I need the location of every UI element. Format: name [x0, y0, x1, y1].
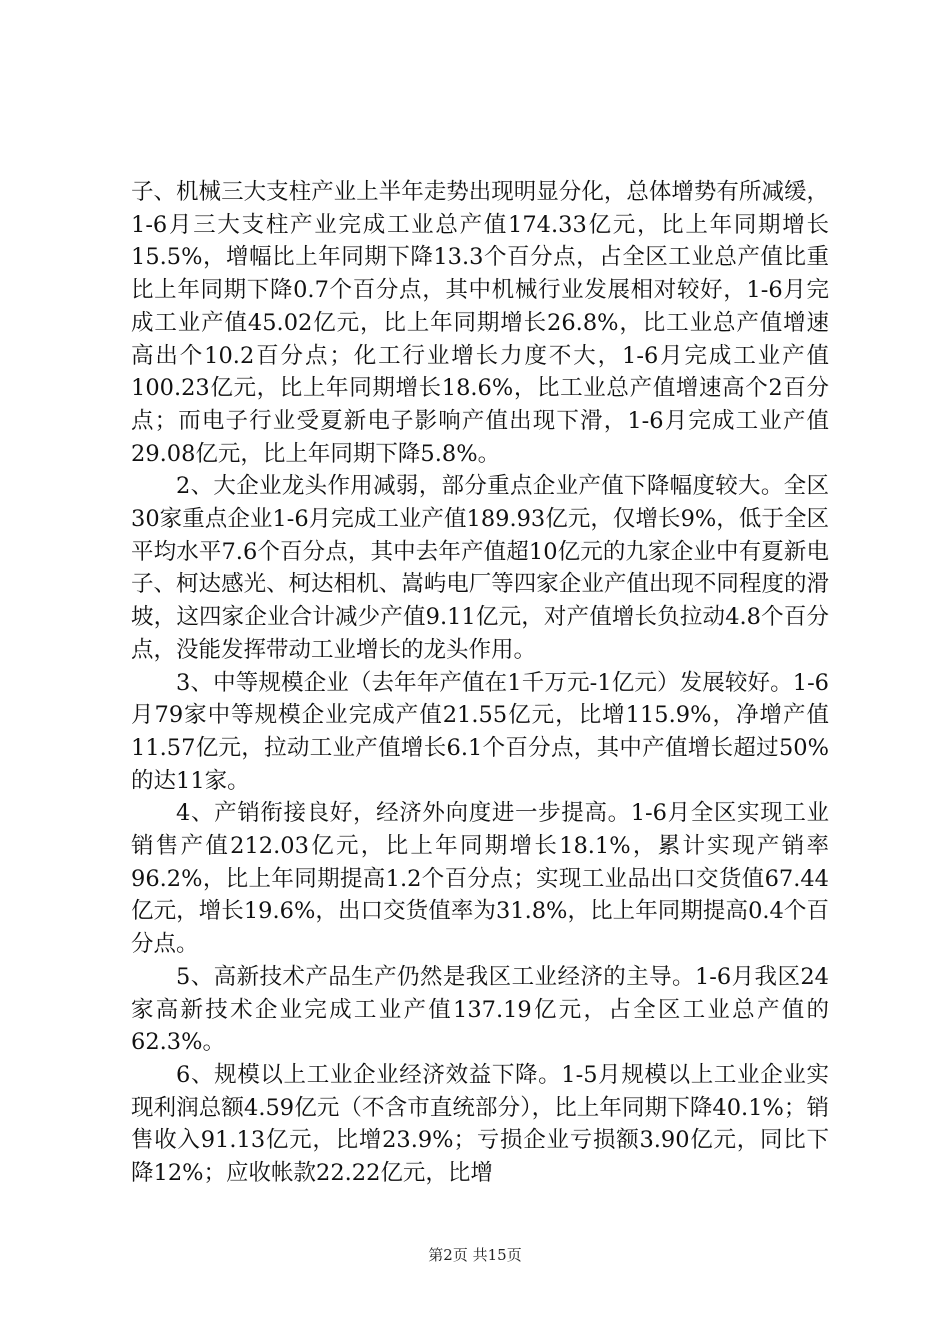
paragraph-5: 5、高新技术产品生产仍然是我区工业经济的主导。1-6月我区24家高新技术企业完成工业产值137.19亿元，占全区工业总产值的62.3%。 [131, 963, 829, 1056]
paragraph-1-continued: 子、机械三大支柱产业上半年走势出现明显分化，总体增势有所减缓，1-6月三大支柱产业完成工业总产值174.33亿元，比上年同期增长15.5%，增幅比上年同期下降13.3个百分点，占全区工业总产值比重比上年同期下降0.7个百分点，其中机械行业发展相对较好，1-6月完成工业产值45.02亿元，比上年同期增长26.8%，比工业总产值增速高出个10.2百分点；化工行业增长力度不大，1-6月完成工业产值100.23亿元，比上年同期增长18.6%，比工业总产值增速高个2百分点；而电子行业受夏新电子影响产值出现下滑，1-6月完成工业产值29.08亿元，比上年同期下降5.8%。 [131, 179, 829, 467]
page-number-footer: 第2页 共15页 [428, 1246, 522, 1264]
paragraph-6: 6、规模以上工业企业经济效益下降。1-5月规模以上工业企业实现利润总额4.59亿元（不含市直统部分），比上年同期下降40.1%；销售收入91.13亿元，比增23.9%；亏损企业亏损额3.90亿元，同比下降12%；应收帐款22.22亿元，比增 [131, 1061, 829, 1187]
paragraph-4: 4、产销衔接良好，经济外向度进一步提高。1-6月全区实现工业销售产值212.03亿元，比上年同期增长18.1%，累计实现产销率96.2%，比上年同期提高1.2个百分点；实现工业品出口交货值67.44亿元，增长19.6%，出口交货值率为31.8%，比上年同期提高0.4个百分点。 [131, 800, 829, 958]
paragraph-3: 3、中等规模企业（去年年产值在1千万元-1亿元）发展较好。1-6月79家中等规模企业完成产值21.55亿元，比增115.9%，净增产值11.57亿元，拉动工业产值增长6.1个百分点，其中产值增长超过50%的达11家。 [131, 669, 829, 794]
paragraph-2: 2、大企业龙头作用减弱，部分重点企业产值下降幅度较大。全区30家重点企业1-6月完成工业产值189.93亿元，仅增长9%，低于全区平均水平7.6个百分点，其中去年产值超10亿元的九家企业中有夏新电子、柯达感光、柯达相机、嵩屿电厂等四家企业产值出现不同程度的滑坡，这四家企业合计减少产值9.11亿元，对产值增长负拉动4.8个百分点，没能发挥带动工业增长的龙头作用。 [131, 473, 829, 663]
document-body [131, 176, 829, 1190]
